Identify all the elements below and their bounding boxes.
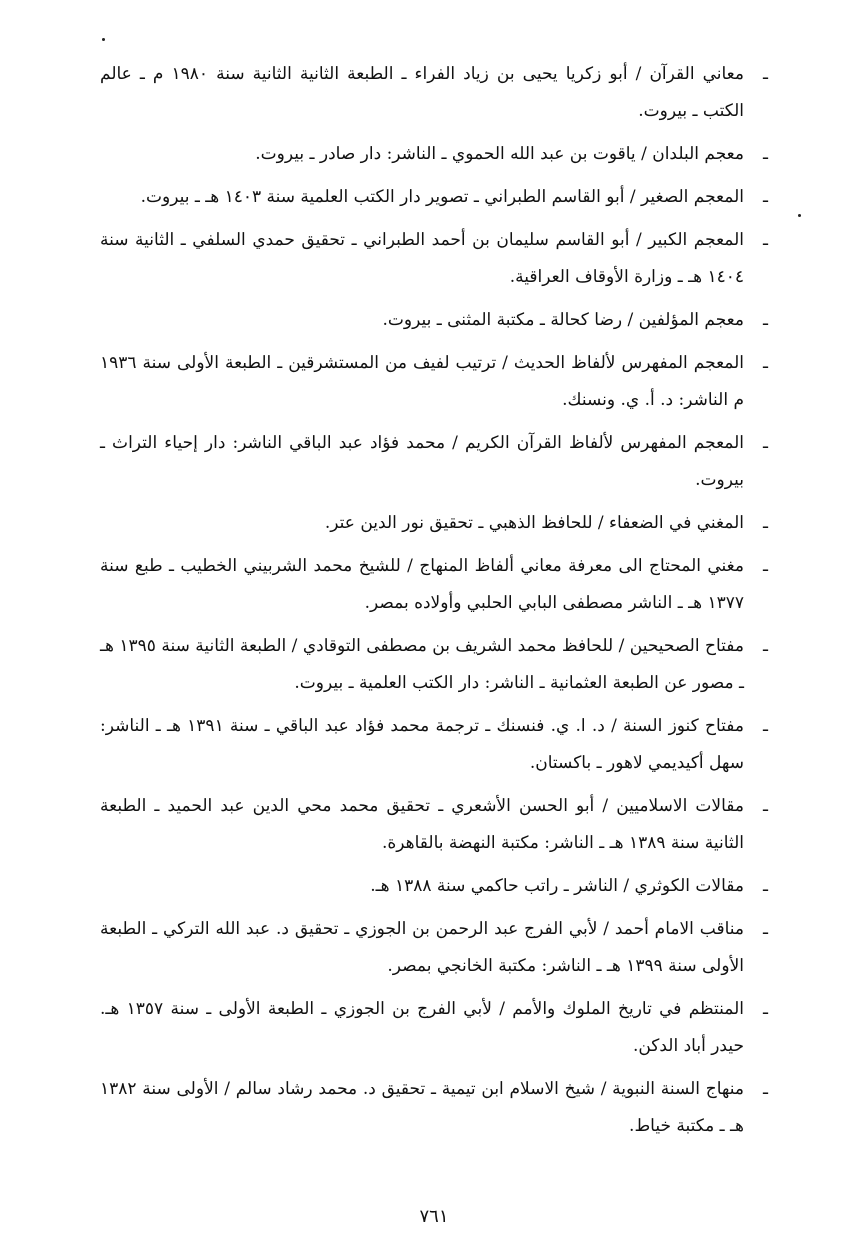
entry-text: المنتظم في تاريخ الملوك والأمم / لأبي الفرج بن الجوزي ـ الطبعة الأولى ـ سنة ١٣٥٧ هـ. حيدر أباد الدكن.	[100, 999, 744, 1056]
entry-text: مفتاح الصحيحين / للحافظ محمد الشريف بن مصطفى التوقادي / الطبعة الثانية سنة ١٣٩٥ هـ ـ مصور عن الطبعة العثمانية ـ الناشر: دار الكتب العلمية ـ بيروت.	[100, 636, 744, 693]
bibliography-entry	[100, 345, 768, 419]
entry-dash: ـ	[763, 919, 768, 939]
scan-speck	[798, 214, 801, 217]
bibliography-entry	[100, 1071, 768, 1145]
entry-dash: ـ	[763, 716, 768, 736]
entry-dash: ـ	[763, 187, 768, 207]
entry-dash: ـ	[763, 433, 768, 453]
entry-text: مغني المحتاج الى معرفة معاني ألفاظ المنهاج / للشيخ محمد الشربيني الخطيب ـ طبع سنة ١٣٧٧ هـ ـ الناشر مصطفى البابي الحلبي وأولاده بمصر.	[100, 556, 744, 613]
entry-text: مناقب الامام أحمد / لأبي الفرج عبد الرحمن بن الجوزي ـ تحقيق د. عبد الله التركي ـ الطبعة الأولى سنة ١٣٩٩ هـ ـ الناشر: مكتبة الخانجي بمصر.	[100, 919, 744, 976]
entry-dash: ـ	[763, 64, 768, 84]
bibliography-entry	[100, 179, 768, 216]
entry-dash: ـ	[763, 310, 768, 330]
bibliography-page	[100, 56, 768, 1151]
entry-dash: ـ	[763, 230, 768, 250]
entry-dash: ـ	[763, 144, 768, 164]
entry-text: المعجم المفهرس لألفاظ القرآن الكريم / محمد فؤاد عبد الباقي الناشر: دار إحياء التراث ـ بيروت.	[100, 433, 744, 490]
entry-text: مفتاح كنوز السنة / د. ا. ي. فنسنك ـ ترجمة محمد فؤاد عبد الباقي ـ سنة ١٣٩١ هـ ـ الناشر: سهل أكيديمي لاهور ـ باكستان.	[100, 716, 744, 773]
bibliography-entry	[100, 708, 768, 782]
page-number: ٧٦١	[419, 1206, 449, 1227]
entry-dash: ـ	[763, 556, 768, 576]
entry-dash: ـ	[763, 876, 768, 896]
entry-text: مقالات الاسلاميين / أبو الحسن الأشعري ـ تحقيق محمد محي الدين عبد الحميد ـ الطبعة الثانية سنة ١٣٨٩ هـ ـ الناشر: مكتبة النهضة بالقاهرة.	[100, 796, 744, 853]
bibliography-entry	[100, 548, 768, 622]
bibliography-entry	[100, 991, 768, 1065]
entry-text: المعجم الصغير / أبو القاسم الطبراني ـ تصوير دار الكتب العلمية سنة ١٤٠٣ هـ ـ بيروت.	[140, 187, 744, 207]
bibliography-entry	[100, 425, 768, 499]
entry-text: المعجم المفهرس لألفاظ الحديث / ترتيب لفيف من المستشرقين ـ الطبعة الأولى سنة ١٩٣٦ م الناشر: د. أ. ي. ونسنك.	[100, 353, 744, 410]
entry-dash: ـ	[763, 796, 768, 816]
bibliography-entry	[100, 628, 768, 702]
entry-dash: ـ	[763, 999, 768, 1019]
bibliography-entry	[100, 868, 768, 905]
entry-dash: ـ	[763, 513, 768, 533]
entry-text: معجم البلدان / ياقوت بن عبد الله الحموي ـ الناشر: دار صادر ـ بيروت.	[255, 144, 744, 164]
entry-text: مقالات الكوثري / الناشر ـ راتب حاكمي سنة ١٣٨٨ هـ.	[370, 876, 744, 896]
bibliography-entry	[100, 911, 768, 985]
entry-text: منهاج السنة النبوية / شيخ الاسلام ابن تيمية ـ تحقيق د. محمد رشاد سالم / الأولى سنة ١٣٨٢ هـ ـ مكتبة خياط.	[100, 1079, 745, 1136]
entry-text: المغني في الضعفاء / للحافظ الذهبي ـ تحقيق نور الدين عتر.	[324, 513, 744, 533]
entry-text: معجم المؤلفين / رضا كحالة ـ مكتبة المثنى ـ بيروت.	[382, 310, 744, 330]
entry-dash: ـ	[763, 1079, 768, 1099]
bibliography-entry	[100, 136, 768, 173]
bibliography-entry	[100, 302, 768, 339]
entry-text: المعجم الكبير / أبو القاسم سليمان بن أحمد الطبراني ـ تحقيق حمدي السلفي ـ الثانية سنة ١٤٠٤ هـ ـ وزارة الأوقاف العراقية.	[100, 230, 744, 287]
bibliography-entry	[100, 505, 768, 542]
entry-text: معاني القرآن / أبو زكريا يحيى بن زياد الفراء ـ الطبعة الثانية الثانية سنة ١٩٨٠ م ـ عالم الكتب ـ بيروت.	[100, 64, 744, 121]
bibliography-entry	[100, 222, 768, 296]
entry-dash: ـ	[763, 636, 768, 656]
entry-dash: ـ	[763, 353, 768, 373]
bibliography-list	[100, 56, 768, 1145]
scan-speck	[102, 38, 105, 41]
bibliography-entry	[100, 56, 768, 130]
bibliography-entry	[100, 788, 768, 862]
